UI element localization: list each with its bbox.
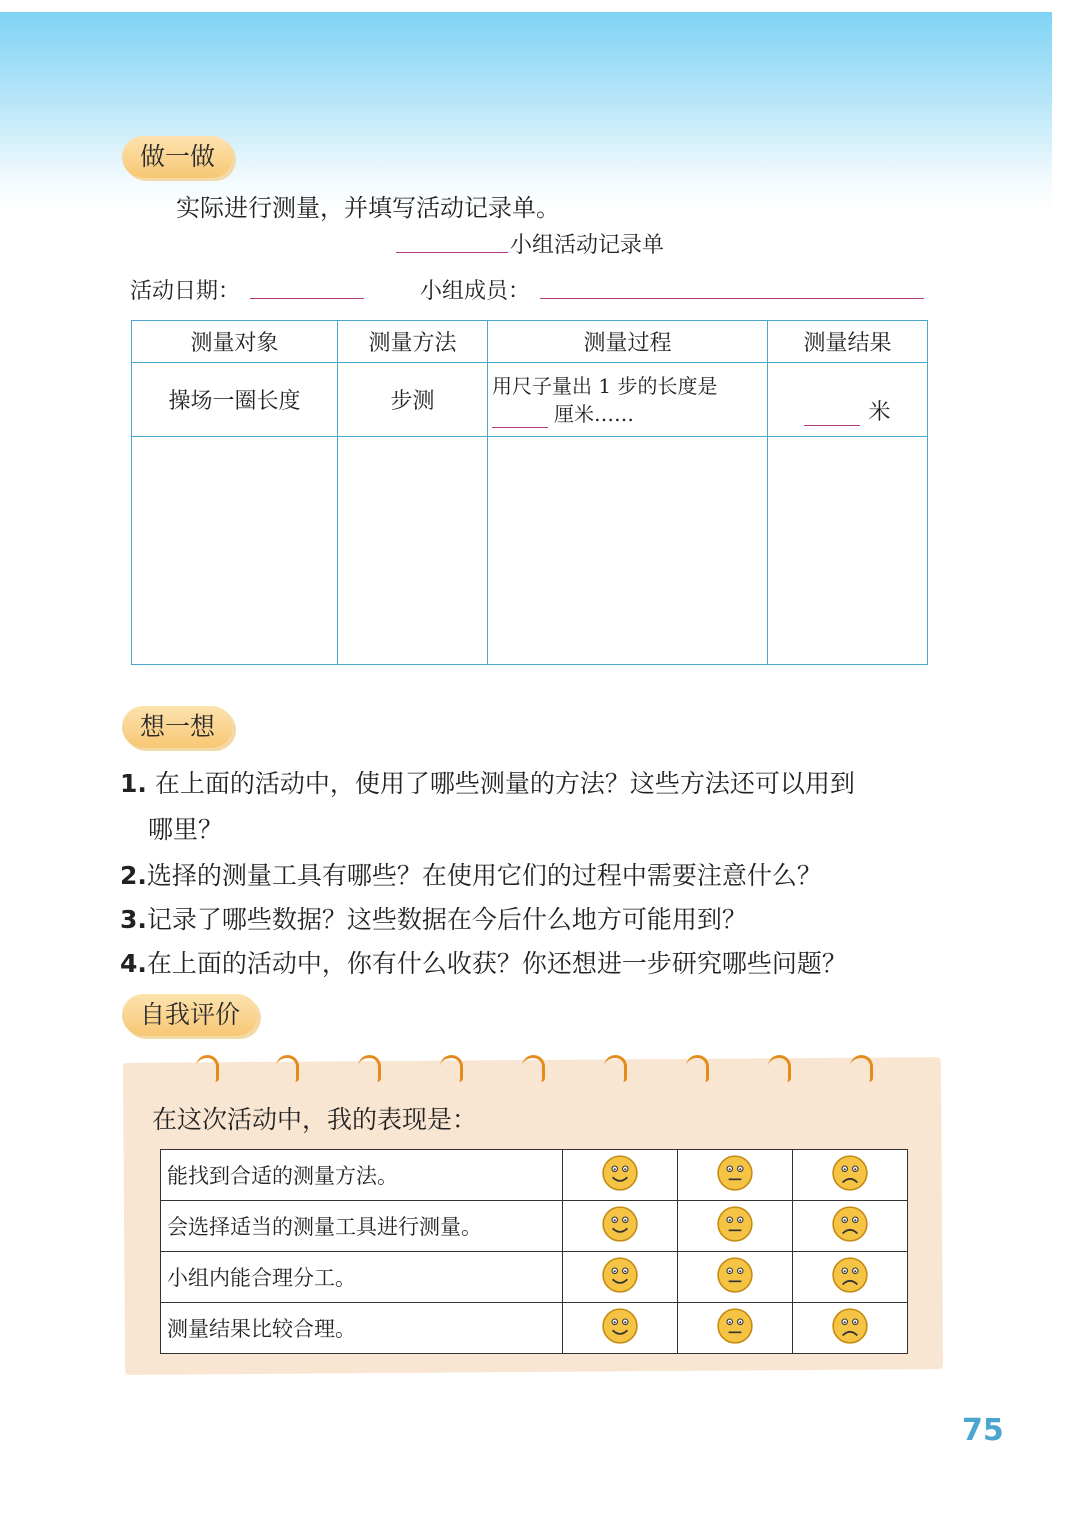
evaluation-prompt: 在这次活动中，我的表现是： <box>152 1105 478 1134</box>
cell-method: 步测 <box>338 363 488 437</box>
question-text: 在上面的活动中，使用了哪些测量的方法？这些方法还可以用到 <box>154 769 855 798</box>
binder-ring-icon <box>768 1055 791 1082</box>
header-sky-banner <box>0 12 1052 212</box>
question-number: 3. <box>120 905 147 934</box>
binder-ring-icon <box>440 1055 463 1082</box>
badge-self-evaluation: 自我评价 <box>122 994 258 1036</box>
empty-cell[interactable] <box>768 437 928 665</box>
question-1-continued: 哪里？ <box>148 815 224 844</box>
question-text: 在上面的活动中，你有什么收获？你还想进一步研究哪些问题？ <box>146 949 847 978</box>
empty-cell[interactable] <box>488 437 768 665</box>
empty-cell[interactable] <box>338 437 488 665</box>
question-text: 记录了哪些数据？这些数据在今后什么地方可能用到？ <box>146 905 747 934</box>
step-length-blank[interactable] <box>492 409 548 428</box>
table-row <box>161 1201 908 1252</box>
date-blank[interactable] <box>250 298 364 299</box>
frown-face-icon[interactable] <box>793 1150 908 1201</box>
process-line-1: 用尺子量出 1 步的长度是 <box>492 373 718 398</box>
header-result: 测量结果 <box>768 321 928 363</box>
question-1 <box>120 764 855 800</box>
question-number: 2. <box>120 861 147 890</box>
process-line-2: 厘米…… <box>554 401 634 426</box>
empty-cell[interactable] <box>132 437 338 665</box>
date-label: 活动日期： <box>130 279 241 304</box>
question-2 <box>120 856 822 892</box>
table-row <box>161 1150 908 1201</box>
evaluation-item: 测量结果比较合理。 <box>161 1303 563 1354</box>
cell-object: 操场一圈长度 <box>132 363 338 437</box>
binder-ring-icon <box>276 1055 299 1082</box>
neutral-face-icon[interactable] <box>678 1201 793 1252</box>
question-number: 4. <box>120 949 147 978</box>
evaluation-item: 小组内能合理分工。 <box>161 1252 563 1303</box>
binder-ring-icon <box>686 1055 709 1082</box>
binder-ring-icon <box>850 1055 873 1082</box>
table-row <box>132 437 928 665</box>
frown-face-icon[interactable] <box>793 1252 908 1303</box>
evaluation-item: 会选择适当的测量工具进行测量。 <box>161 1201 563 1252</box>
smile-face-icon[interactable] <box>563 1150 678 1201</box>
header-method: 测量方法 <box>338 321 488 363</box>
smile-face-icon[interactable] <box>563 1303 678 1354</box>
smile-face-icon[interactable] <box>563 1201 678 1252</box>
self-evaluation-table <box>160 1149 908 1354</box>
result-blank[interactable] <box>804 407 860 426</box>
group-name-blank[interactable] <box>396 252 508 253</box>
smile-face-icon[interactable] <box>563 1252 678 1303</box>
badge-think: 想一想 <box>122 706 233 748</box>
process-line-2-wrap <box>492 400 767 428</box>
question-4 <box>120 944 847 980</box>
members-blank[interactable] <box>540 298 924 299</box>
question-number: 1. <box>120 769 147 798</box>
header-process: 测量过程 <box>488 321 768 363</box>
binder-ring-icon <box>358 1055 381 1082</box>
table-row <box>132 363 928 437</box>
evaluation-item: 能找到合适的测量方法。 <box>161 1150 563 1201</box>
binder-ring-icon <box>196 1055 219 1082</box>
neutral-face-icon[interactable] <box>678 1150 793 1201</box>
activity-record-table <box>131 320 928 665</box>
binder-ring-icon <box>522 1055 545 1082</box>
badge-do-it: 做一做 <box>122 136 233 178</box>
question-3 <box>120 900 747 936</box>
page-number: 75 <box>962 1413 1004 1448</box>
cell-process <box>488 363 768 437</box>
members-label: 小组成员： <box>420 279 531 304</box>
form-title: 小组活动记录单 <box>510 233 665 258</box>
neutral-face-icon[interactable] <box>678 1252 793 1303</box>
result-unit: 米 <box>868 400 891 425</box>
neutral-face-icon[interactable] <box>678 1303 793 1354</box>
frown-face-icon[interactable] <box>793 1201 908 1252</box>
header-object: 测量对象 <box>132 321 338 363</box>
cell-result <box>768 363 928 437</box>
table-row <box>161 1252 908 1303</box>
table-row <box>161 1303 908 1354</box>
binder-ring-icon <box>604 1055 627 1082</box>
instruction-text: 实际进行测量，并填写活动记录单。 <box>176 194 560 222</box>
question-text: 选择的测量工具有哪些？在使用它们的过程中需要注意什么？ <box>146 861 822 890</box>
frown-face-icon[interactable] <box>793 1303 908 1354</box>
